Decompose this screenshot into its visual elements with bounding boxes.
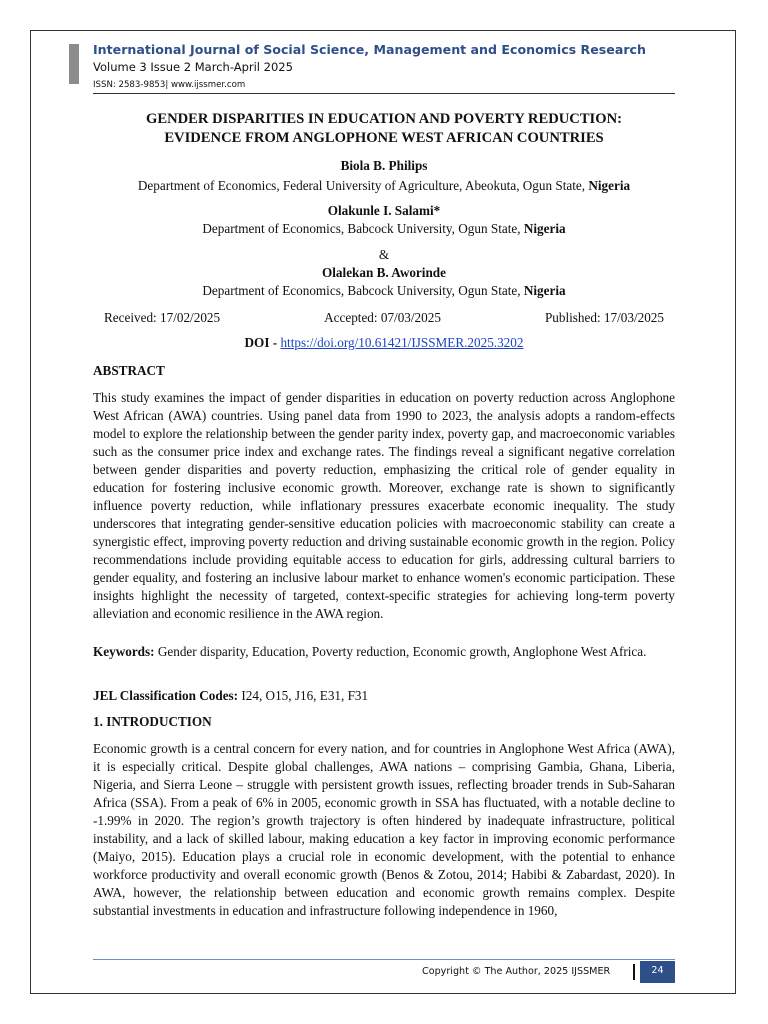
page-number: 24 [640,961,675,983]
introduction-text: Economic growth is a central concern for every nation, and for countries in Anglophone West Africa (AWA), it is especially critical. Despite global challenges, AWA nations – comprising Gambia, Ghana, Liberia, Nigeria, and Sierra Leone – struggle with persistent growth issues, reflecting broader trends in Sub-Saharan Africa (SSA). From a peak of 6% in 2005, economic growth in SSA has fluctuated, with a notable decline to -1.99% in 2020. The region’s growth trajectory is often hindered by inadequate infrastructure, political instability, and a lack of skilled labour, making education a key factor in improving economic performance (Maiyo, 2015). Education plays a crucial role in economic development, with the potential to enhance workforce productivity and overall economic growth (Benos & Zotou, 2014; Habibi & Zabardast, 2020). In AWA, however, the relationship between education and economic growth remains complex. Despite substantial investments in education and infrastructure following independence in 1960, [93,741,675,918]
published-date: Published: 17/03/2025 [544,310,664,325]
doi-link[interactable]: https://doi.org/10.61421/IJSSMER.2025.3202 [280,335,524,350]
affiliation-country: Nigeria [588,178,631,193]
author-ampersand: & [378,247,390,262]
abstract-text: This study examines the impact of gender disparities in education on poverty reduction across Anglophone West African (AWA) countries. Using panel data from 1990 to 2023, the analysis adopts a random-effects model to explore the relationship between the gender parity index, poverty gap, and macroeconomic variables such as the consumer price index and exchange rates. The findings reveal a significant negative correlation between gender disparities and poverty reduction, emphasizing the critical role of gender equality in education for fostering inclusive economic growth. Moreover, exchange rate is shown to significantly influence poverty reduction, while inflationary pressures exacerbate economic inequality. The study underscores that integrating gender-sensitive education policies with macroeconomic stability can create a synergistic effect, improving poverty reduction and driving sustainable economic growth in the region. Policy recommendations include providing equitable access to education for girls, addressing cultural barriers to gender equality, and fostering an inclusive labour market to enhance women's economic participation. These insights highlight the necessity of targeted, context-specific strategies for achieving long-term poverty alleviation and economic resilience in the AWA region. [93,390,675,621]
affiliation-text: Department of Economics, Babcock University, Ogun State, [202,283,521,298]
affiliation-country: Nigeria [523,221,566,236]
paper-title [93,110,675,148]
author-name: Olakunle I. Salami* [327,203,441,218]
keywords [93,643,675,661]
author-affiliation [93,220,675,237]
affiliation-text: Department of Economics, Babcock University, Ogun State, [202,221,521,236]
introduction-heading: 1. INTRODUCTION [93,714,212,729]
keywords-label: Keywords: [93,644,155,659]
footer-separator [633,964,635,980]
paper-title-line1: GENDER DISPARITIES IN EDUCATION AND POVERTY REDUCTION: [145,111,622,127]
publication-dates [104,310,664,326]
abstract-heading: ABSTRACT [93,363,165,378]
doi-line [93,335,675,351]
journal-issn: ISSN: 2583-9853| www.ijssmer.com [93,80,246,90]
author-affiliation [93,282,675,299]
jel-text: I24, O15, J16, E31, F31 [241,688,369,703]
paper-title-line2: EVIDENCE FROM ANGLOPHONE WEST AFRICAN COUNTRIES [164,130,604,146]
jel-codes [93,687,675,705]
accepted-date: Accepted: 07/03/2025 [324,310,441,325]
author-name: Biola B. Philips [340,158,428,173]
affiliation-text: Department of Economics, Federal University of Agriculture, Abeokuta, Ogun State, [137,178,586,193]
received-date: Received: 17/02/2025 [104,310,221,325]
jel-label: JEL Classification Codes: [93,688,239,703]
footer-divider [93,959,675,960]
doi-label: DOI - [244,335,278,350]
journal-title: International Journal of Social Science, Management and Economics Research [93,42,646,57]
affiliation-country: Nigeria [523,283,566,298]
author-name: Olalekan B. Aworinde [322,265,446,280]
header-divider [93,93,675,94]
keywords-text: Gender disparity, Education, Poverty reduction, Economic growth, Anglophone West Africa. [157,644,647,659]
copyright-notice: Copyright © The Author, 2025 IJSSMER [422,966,611,977]
header-accent-bar [69,44,79,84]
author-affiliation [93,177,675,194]
journal-volume: Volume 3 Issue 2 March-April 2025 [93,60,293,74]
